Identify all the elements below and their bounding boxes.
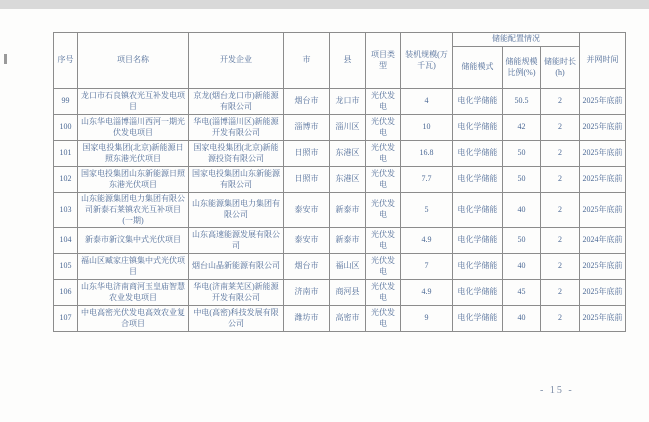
- page-number: - 15 -: [540, 385, 574, 396]
- cell-storage-mode: 电化学储能: [453, 193, 503, 228]
- cell-developer: 华电(济南莱芜区)新能源开发有限公司: [189, 280, 284, 306]
- cell-county: 福山区: [330, 254, 366, 280]
- cell-project-name: 新泰市新汶集中式光伏项目: [78, 228, 189, 254]
- scan-artifact: [4, 54, 7, 64]
- table-row: [54, 306, 626, 332]
- cell-project-name: 山东华电济南商河玉皇庙智慧农业发电项目: [78, 280, 189, 306]
- cell-city: 烟台市: [284, 89, 330, 115]
- cell-storage-hours: 2: [541, 306, 580, 332]
- cell-storage-hours: 2: [541, 89, 580, 115]
- cell-developer: 华电(淄博淄川区)新能源开发有限公司: [189, 115, 284, 141]
- cell-no: 104: [54, 228, 78, 254]
- cell-project-name: 福山区臧家庄镇集中式光伏项目: [78, 254, 189, 280]
- cell-project-type: 光伏发电: [366, 228, 401, 254]
- cell-storage-ratio: 40: [503, 254, 541, 280]
- cell-storage-hours: 2: [541, 280, 580, 306]
- cell-grid-time: 2024年底前: [580, 228, 626, 254]
- header-capacity: 装机规模(万千瓦): [401, 33, 453, 89]
- cell-capacity: 4.9: [401, 280, 453, 306]
- cell-county: 龙口市: [330, 89, 366, 115]
- cell-project-name: 龙口市石良镇农光互补发电项目: [78, 89, 189, 115]
- cell-storage-mode: 电化学储能: [453, 89, 503, 115]
- table-row: [54, 89, 626, 115]
- table-header: [54, 33, 626, 89]
- cell-no: 106: [54, 280, 78, 306]
- cell-storage-ratio: 40: [503, 306, 541, 332]
- header-county: 县: [330, 33, 366, 89]
- cell-grid-time: 2025年底前: [580, 167, 626, 193]
- cell-county: 东港区: [330, 167, 366, 193]
- header-grid-time: 并网时间: [580, 33, 626, 89]
- cell-county: 新泰市: [330, 228, 366, 254]
- cell-grid-time: 2025年底前: [580, 193, 626, 228]
- cell-storage-ratio: 50: [503, 228, 541, 254]
- cell-capacity: 7.7: [401, 167, 453, 193]
- table-row: [54, 228, 626, 254]
- cell-developer: 国家电投集团山东新能源有限公司: [189, 167, 284, 193]
- header-storage-group: 储能配置情况: [453, 33, 580, 47]
- cell-county: 淄川区: [330, 115, 366, 141]
- cell-county: 新泰市: [330, 193, 366, 228]
- cell-storage-ratio: 50: [503, 167, 541, 193]
- cell-grid-time: 2025年底前: [580, 115, 626, 141]
- cell-developer: 中电(高密)科技发展有限公司: [189, 306, 284, 332]
- cell-capacity: 9: [401, 306, 453, 332]
- cell-project-type: 光伏发电: [366, 254, 401, 280]
- cell-storage-mode: 电化学储能: [453, 141, 503, 167]
- table-row: [54, 167, 626, 193]
- cell-project-type: 光伏发电: [366, 167, 401, 193]
- cell-project-name: 山东能源集团电力集团有限公司新泰石莱镇农光互补项目(一期): [78, 193, 189, 228]
- cell-storage-hours: 2: [541, 167, 580, 193]
- cell-city: 日照市: [284, 141, 330, 167]
- cell-city: 泰安市: [284, 193, 330, 228]
- cell-capacity: 7: [401, 254, 453, 280]
- cell-no: 100: [54, 115, 78, 141]
- cell-county: 商河县: [330, 280, 366, 306]
- cell-project-name: 国家电投集团山东新能源日照东港光伏项目: [78, 167, 189, 193]
- scan-edge-top: [0, 0, 649, 9]
- cell-storage-ratio: 42: [503, 115, 541, 141]
- header-storage-hours: 储能时长(h): [541, 47, 580, 89]
- cell-storage-ratio: 50.5: [503, 89, 541, 115]
- cell-grid-time: 2025年底前: [580, 280, 626, 306]
- cell-grid-time: 2025年底前: [580, 306, 626, 332]
- cell-project-type: 光伏发电: [366, 280, 401, 306]
- cell-storage-mode: 电化学储能: [453, 280, 503, 306]
- cell-capacity: 5: [401, 193, 453, 228]
- header-storage-ratio: 储能规模比例(%): [503, 47, 541, 89]
- cell-county: 东港区: [330, 141, 366, 167]
- cell-project-name: 国家电投集团(北京)新能源日照东港光伏项目: [78, 141, 189, 167]
- cell-project-type: 光伏发电: [366, 193, 401, 228]
- cell-city: 烟台市: [284, 254, 330, 280]
- header-no: 序号: [54, 33, 78, 89]
- cell-storage-ratio: 45: [503, 280, 541, 306]
- cell-city: 泰安市: [284, 228, 330, 254]
- cell-project-name: 山东华电淄博淄川西河一期光伏发电项目: [78, 115, 189, 141]
- cell-developer: 山东能源集团电力集团有限公司: [189, 193, 284, 228]
- header-storage-mode: 储能模式: [453, 47, 503, 89]
- table-row: [54, 254, 626, 280]
- cell-no: 107: [54, 306, 78, 332]
- cell-storage-ratio: 40: [503, 193, 541, 228]
- cell-county: 高密市: [330, 306, 366, 332]
- cell-capacity: 16.8: [401, 141, 453, 167]
- cell-capacity: 10: [401, 115, 453, 141]
- cell-developer: 国家电投集团(北京)新能源投资有限公司: [189, 141, 284, 167]
- cell-capacity: 4.9: [401, 228, 453, 254]
- table-row: [54, 193, 626, 228]
- cell-storage-mode: 电化学储能: [453, 228, 503, 254]
- table-body: [54, 89, 626, 332]
- cell-storage-hours: 2: [541, 228, 580, 254]
- cell-no: 105: [54, 254, 78, 280]
- cell-no: 102: [54, 167, 78, 193]
- table-row: [54, 141, 626, 167]
- header-city: 市: [284, 33, 330, 89]
- cell-project-name: 中电高密光伏发电高效农业复合项目: [78, 306, 189, 332]
- cell-city: 潍坊市: [284, 306, 330, 332]
- cell-grid-time: 2025年底前: [580, 141, 626, 167]
- header-developer: 开发企业: [189, 33, 284, 89]
- cell-storage-mode: 电化学储能: [453, 167, 503, 193]
- cell-project-type: 光伏发电: [366, 306, 401, 332]
- cell-storage-mode: 电化学储能: [453, 115, 503, 141]
- cell-city: 淄博市: [284, 115, 330, 141]
- cell-storage-hours: 2: [541, 254, 580, 280]
- cell-developer: 山东高速能源发展有限公司: [189, 228, 284, 254]
- header-project-name: 项目名称: [78, 33, 189, 89]
- cell-project-type: 光伏发电: [366, 89, 401, 115]
- cell-storage-mode: 电化学储能: [453, 306, 503, 332]
- cell-no: 101: [54, 141, 78, 167]
- cell-grid-time: 2025年底前: [580, 254, 626, 280]
- cell-project-type: 光伏发电: [366, 141, 401, 167]
- table-row: [54, 115, 626, 141]
- cell-storage-ratio: 50: [503, 141, 541, 167]
- cell-developer: 京龙(烟台龙口市)新能源有限公司: [189, 89, 284, 115]
- project-table: [53, 32, 626, 332]
- cell-project-type: 光伏发电: [366, 115, 401, 141]
- header-project-type: 项目类型: [366, 33, 401, 89]
- cell-grid-time: 2025年底前: [580, 89, 626, 115]
- cell-city: 日照市: [284, 167, 330, 193]
- cell-capacity: 4: [401, 89, 453, 115]
- cell-storage-hours: 2: [541, 115, 580, 141]
- cell-city: 济南市: [284, 280, 330, 306]
- cell-storage-mode: 电化学储能: [453, 254, 503, 280]
- cell-developer: 烟台山晶新能源有限公司: [189, 254, 284, 280]
- cell-no: 99: [54, 89, 78, 115]
- cell-no: 103: [54, 193, 78, 228]
- cell-storage-hours: 2: [541, 193, 580, 228]
- cell-storage-hours: 2: [541, 141, 580, 167]
- table-row: [54, 280, 626, 306]
